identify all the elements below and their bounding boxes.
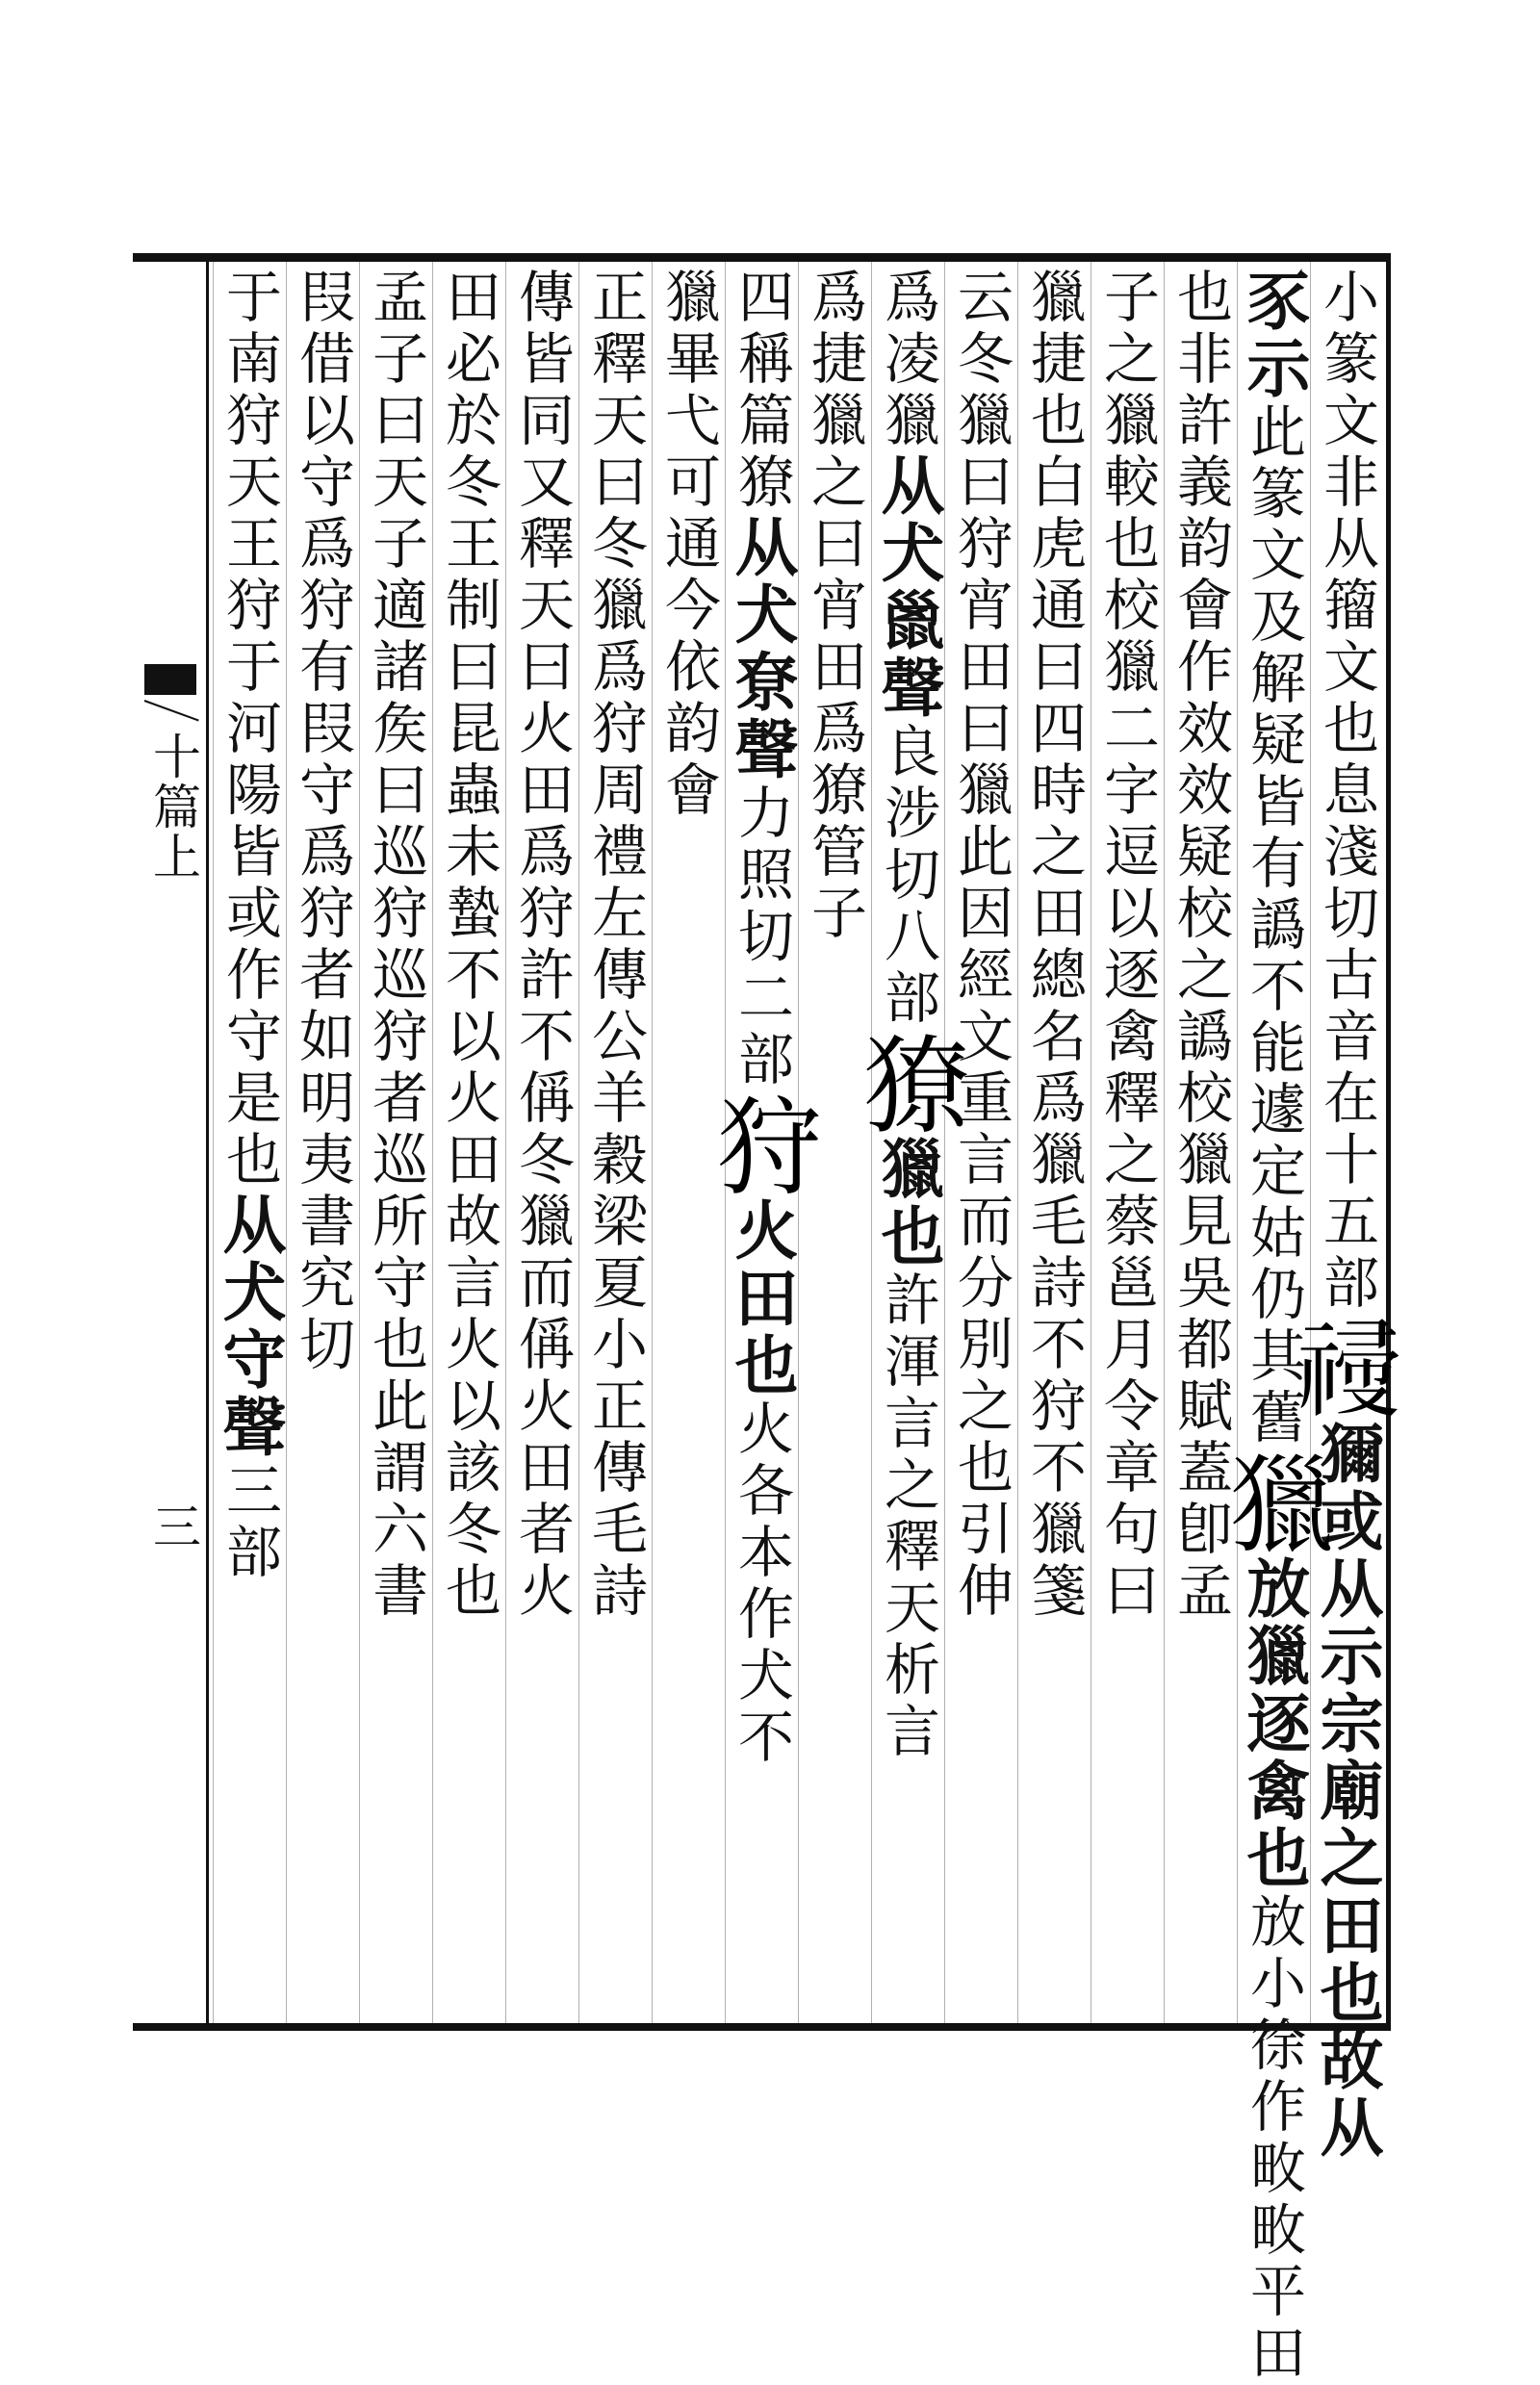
main-text: 放獵逐禽也 xyxy=(1236,1555,1311,1892)
commentary-text: 叚借以守爲狩有叚守爲狩者如明夷書究切 xyxy=(290,268,355,1376)
text-column xyxy=(433,268,504,2019)
commentary-text: 四稱篇獠 xyxy=(729,268,794,514)
main-text: 从犬尞聲 xyxy=(724,514,799,783)
main-text: 火田也 xyxy=(724,1197,799,1399)
text-column xyxy=(1165,268,1236,2019)
text-column xyxy=(945,268,1016,2019)
main-text: 从犬守聲 xyxy=(212,1192,287,1461)
text-column xyxy=(1212,268,1335,2385)
main-text: 獵也 xyxy=(870,1136,945,1270)
main-text: 宗廟之田也 xyxy=(1309,1690,1384,2027)
fold-margin-rule xyxy=(206,253,209,2031)
fold-fish-tail-mark xyxy=(144,664,196,695)
main-text: 从犬巤聲 xyxy=(870,452,945,722)
commentary-text: 息淺切古音在十五部 xyxy=(1314,760,1379,1315)
commentary-text: 之曰宵田爲獠管子 xyxy=(802,452,867,945)
text-column xyxy=(287,268,358,2019)
commentary-text: 于南狩天王狩于河陽皆或作守是也 xyxy=(217,268,282,1192)
main-text: 故从 xyxy=(1309,2027,1384,2162)
text-column xyxy=(1285,268,1408,2162)
commentary-text: 田必於冬王制曰昆蟲未蟄不以火田故言火以該冬也 xyxy=(436,268,501,1623)
commentary-text: 可通今依韵會 xyxy=(655,452,721,822)
commentary-text: 三部 xyxy=(217,1461,282,1584)
text-column xyxy=(506,268,578,2019)
commentary-text: 云冬獵曰狩宵田曰獵此因經文重言而分別之也引伸 xyxy=(948,268,1014,1623)
commentary-text: 力照切二部 xyxy=(729,783,794,1091)
commentary-text: 傳皆同又釋天曰火田爲狩許不偁冬獵而偁火田者火 xyxy=(509,268,575,1623)
commentary-text: 孟子曰天子適諸矦曰巡狩巡狩者巡所守也此謂六書 xyxy=(363,268,428,1623)
main-text: 獮或从示 xyxy=(1309,1421,1384,1690)
text-column xyxy=(1091,268,1163,2019)
frame-top-rule xyxy=(133,253,1391,262)
text-column xyxy=(1018,268,1090,2019)
commentary-text: 正釋天曰冬獵爲狩周禮左傳公羊穀梁夏小正傳毛詩 xyxy=(582,268,648,1623)
text-column xyxy=(579,268,651,2019)
page-number: 三 xyxy=(145,1501,201,1550)
commentary-text: 放小徐作畋畋平田 xyxy=(1241,1892,1306,2385)
seal-script-headword: 𥛆 xyxy=(1285,1315,1408,1421)
commentary-text: 小篆文非从籀文也 xyxy=(1314,268,1379,760)
seal-script-headword: 狩 xyxy=(700,1091,823,1197)
text-column xyxy=(653,268,724,2019)
commentary-text: 爲捷獵 xyxy=(802,268,867,452)
text-column xyxy=(360,268,431,2019)
frame-right-rule xyxy=(1386,253,1391,2031)
commentary-text: 子之獵較也校獵二字逗以逐禽釋之蔡邕月令章句曰 xyxy=(1094,268,1160,1623)
commentary-text: 火各本作犬不 xyxy=(729,1399,794,1769)
commentary-text: 爲凌獵 xyxy=(875,268,940,452)
commentary-text: 也非許義韵會作效效疑校之譌校獵見吳都賦蓋卽孟 xyxy=(1168,268,1233,1623)
commentary-text: 獵捷也白虎通曰四時之田總名爲獵毛詩不狩不獵箋 xyxy=(1021,268,1087,1623)
text-column xyxy=(846,268,969,2019)
main-text: 豕示 xyxy=(1236,268,1311,402)
volume-label: 十篇上 xyxy=(145,731,201,882)
commentary-text: 良涉切八部 xyxy=(875,722,940,1030)
fold-diagonal-rule xyxy=(144,700,199,721)
text-column xyxy=(214,268,285,2019)
seal-script-headword: 獠 xyxy=(846,1030,969,1136)
seal-script-headword: 獵 xyxy=(1212,1449,1335,1555)
commentary-text: 獵畢弋 xyxy=(655,268,721,452)
frame-bottom-rule xyxy=(133,2023,1391,2031)
commentary-text: 許渾言之釋天析言 xyxy=(875,1270,940,1763)
commentary-text: 此篆文及解疑皆有譌不能遽定姑仍其舊 xyxy=(1241,402,1306,1449)
text-column xyxy=(700,268,823,2019)
